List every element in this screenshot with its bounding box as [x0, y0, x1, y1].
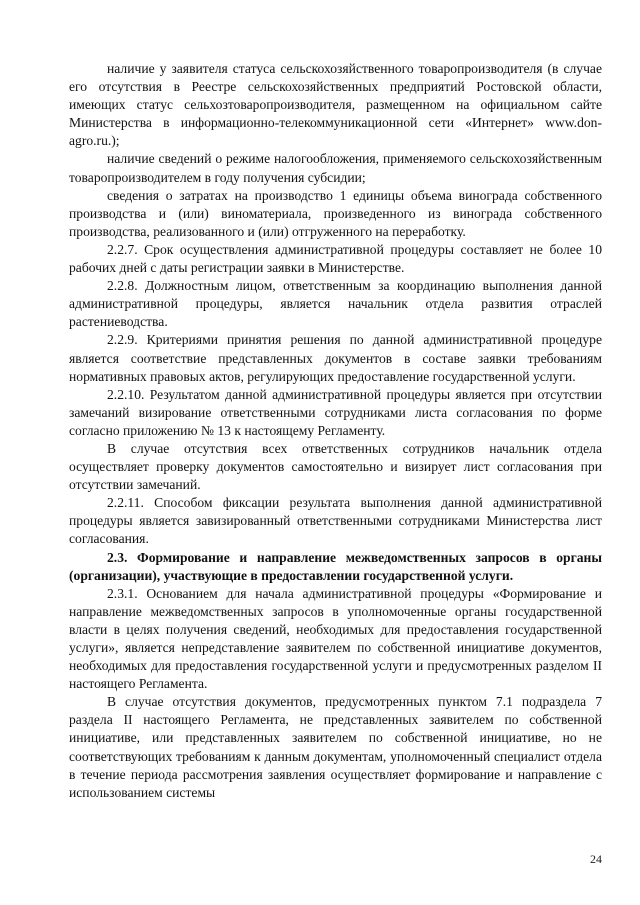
section-heading-2-3: 2.3. Формирование и направление межведомственных запросов в органы (организации), участвующие в предоставлении государственной услуги. — [69, 549, 602, 583]
document-body — [69, 60, 602, 802]
paragraph-2-3-1: 2.3.1. Основанием для начала административной процедуры «Формирование и направление межведомственных запросов в уполномоченные органы государственной власти в целях получения сведений, необходимых для предоставления государственной услуги», является непредставление заявителем по собственной инициативе документов, необходимых для предоставления государственной услуги и предусмотренных разделом II настоящего Регламента. — [69, 585, 602, 692]
paragraph-2-2-9: 2.2.9. Критериями принятия решения по данной административной процедуре является соответствие представленных документов в составе заявки требованиям нормативных правовых актов, регулирующих предоставление государственной услуги. — [69, 332, 602, 384]
paragraph-status-producer: наличие у заявителя статуса сельскохозяйственного товаропроизводителя (в случае его отсутствия в Реестре сельскохозяйственных предприятий Ростовской области, имеющих статус сельхозтоваропроизводителя, размещенном на официальном сайте Министерства в информационно-телекоммуникационной сети «Интернет» www.don-agro.ru.); — [69, 61, 602, 149]
page-number: 24 — [590, 852, 602, 866]
paragraph-absence-documents: В случае отсутствия документов, предусмотренных пунктом 7.1 подраздела 7 раздела II настоящего Регламента, не представленных заявителем по собственной инициативе, или представленных заявителем по собственной инициативе, но не соответствующих требованиям к данным документам, уполномоченный специалист отдела в течение периода рассмотрения заявления осуществляет формирование и направление с использованием системы — [69, 694, 602, 800]
paragraph-cost-info: сведения о затратах на производство 1 единицы объема винограда собственного производства и (или) виноматериала, произведенного из винограда собственного производства, реализованного и (или) отгруженного на переработку. — [69, 187, 602, 239]
paragraph-2-2-11: 2.2.11. Способом фиксации результата выполнения данной административной процедуры является завизированный ответственными сотрудниками Министерства лист согласования. — [69, 495, 602, 547]
paragraph-tax-regime: наличие сведений о режиме налогообложения, применяемого сельскохозяйственным товаропроизводителем в году получения субсидии; — [69, 151, 602, 185]
paragraph-2-2-10: 2.2.10. Результатом данной административной процедуры является при отсутствии замечаний визирование ответственными сотрудниками листа согласования по форме согласно приложению № 13 к настоящему Регламенту. — [69, 386, 602, 438]
paragraph-absence-staff: В случае отсутствия всех ответственных сотрудников начальник отдела осуществляет проверку документов самостоятельно и визирует лист согласования при отсутствии замечаний. — [69, 440, 602, 493]
paragraph-2-2-8: 2.2.8. Должностным лицом, ответственным за координацию выполнения данной административной процедуры, является начальник отдела развития отраслей растениеводства. — [69, 278, 602, 330]
paragraph-2-2-7: 2.2.7. Срок осуществления административной процедуры составляет не более 10 рабочих дней с даты регистрации заявки в Министерстве. — [69, 241, 602, 276]
